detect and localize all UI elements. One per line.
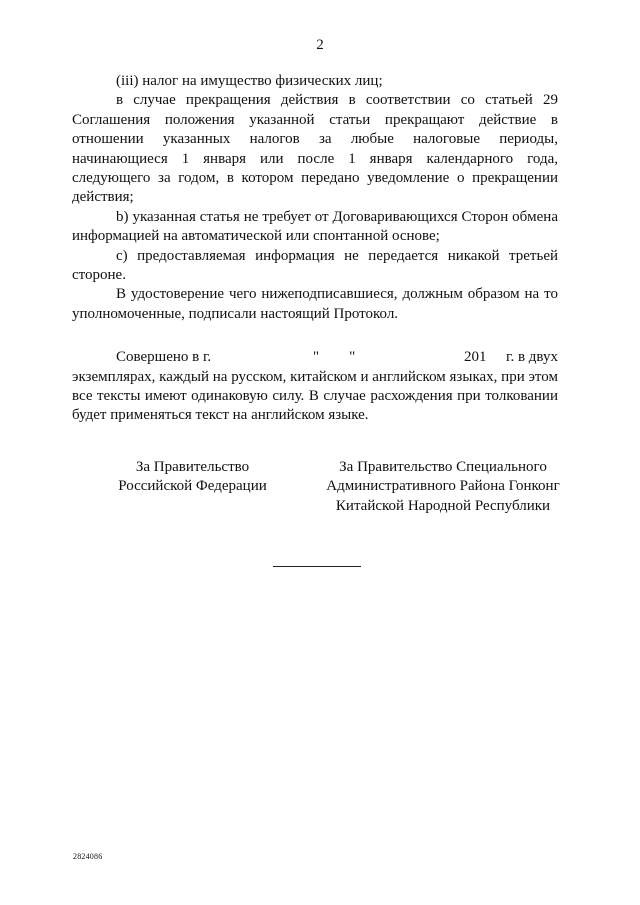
signature-russia-line: Российской Федерации [118, 478, 267, 495]
end-rule [273, 566, 361, 567]
signature-hong-kong [318, 458, 568, 516]
paragraph-item-c: c) предоставляемая информация не передается никакой третьей стороне. [72, 247, 558, 284]
signature-hong-kong-line: Административного Района Гонконг [326, 478, 560, 495]
done-at-date-quotes: " " [313, 349, 356, 366]
done-at-first-line [72, 348, 558, 367]
signature-hong-kong-line: Китайской Народной Республики [335, 497, 551, 514]
done-at-clause [72, 348, 558, 426]
paragraph-tax-item: (iii) налог на имущество физических лиц; [116, 73, 383, 89]
done-at-year: 201 [464, 349, 487, 366]
signature-russia [105, 458, 280, 497]
paragraph-item-b: b) указанная статья не требует от Договаривающихся Сторон обмена информацией на автоматической или спонтанной основе; [72, 208, 558, 245]
done-at-suffix: г. в двух [506, 349, 558, 366]
paragraph-witness: В удостоверение чего нижеподписавшиеся, должным образом на то уполномоченные, подписали настоящий Протокол. [72, 286, 558, 322]
document-id: 2824086 [73, 852, 103, 861]
document-body [72, 72, 558, 426]
paragraph-termination: в случае прекращения действия в соответствии со статьей 29 Соглашения положения указанной статьи прекращают действие в отношении указанных налогов за любые налоговые периоды, начинающиеся 1 января или после 1 января календарного года, следующего за годом, в котором передано уведомление о прекращении действия; [72, 92, 558, 206]
signature-hong-kong-line: За Правительство Специального [339, 459, 547, 475]
done-at-prefix: Совершено в г. [116, 349, 212, 366]
done-at-rest: экземплярах, каждый на русском, китайском и английском языках, при этом все тексты имеют одинаковую силу. В случае расхождения при толковании будет применяться текст на английском языке. [72, 368, 558, 424]
signature-russia-line: За Правительство [135, 459, 250, 475]
page-number: 2 [316, 37, 324, 53]
